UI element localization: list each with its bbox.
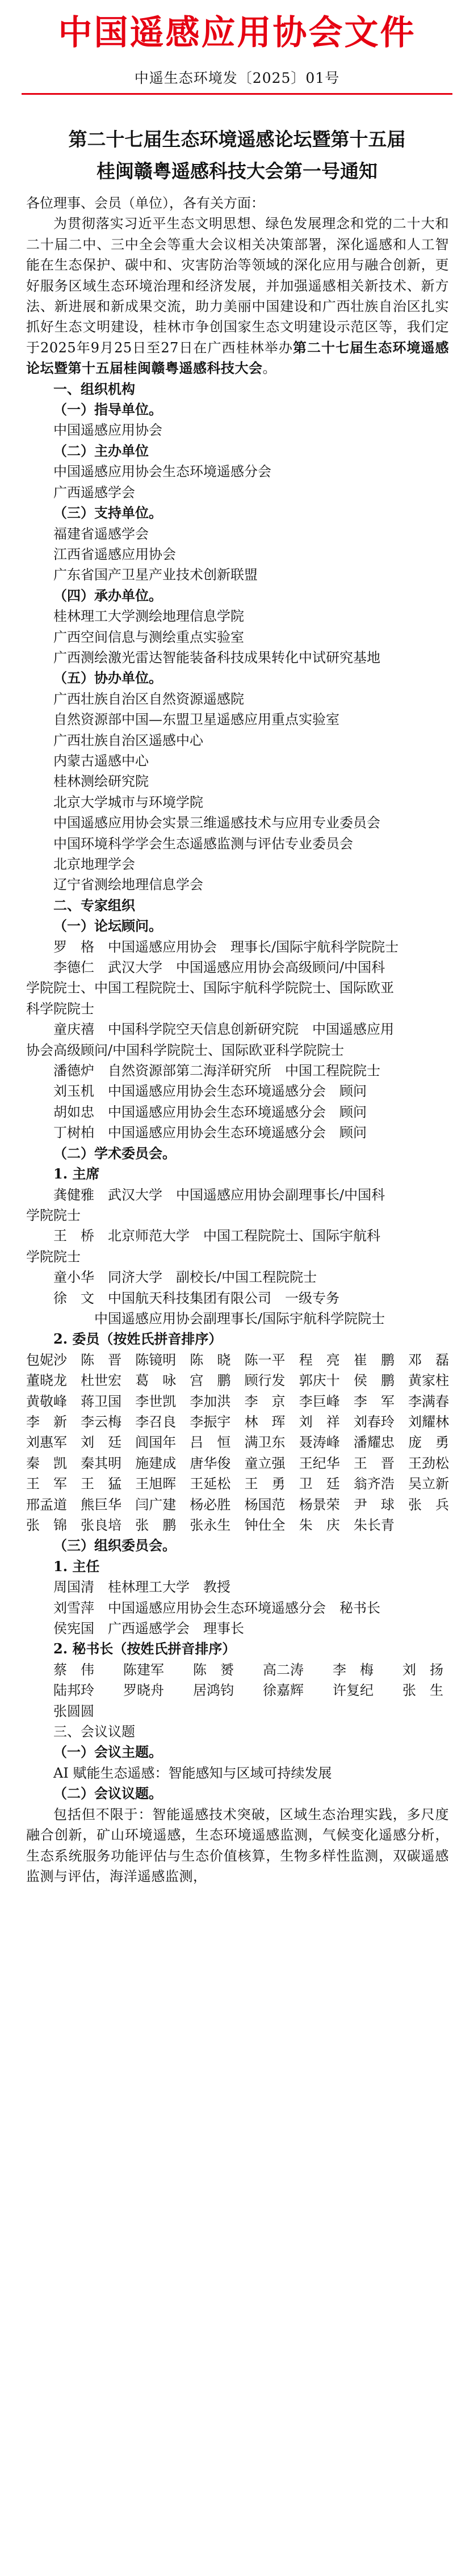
person-name: 葛 咏 [135,1373,177,1389]
person-name: 包妮沙 [26,1352,67,1368]
name-row [26,1350,449,1370]
section-heading: 三、会议议题 [53,1724,135,1740]
conference-name: 第二十七届生态环境遥感论坛暨第十五届桂闽赣粤遥感科技大会 [26,339,449,377]
person-name: 秦 凯 [26,1455,67,1471]
person-name: 蔡 伟 [53,1661,94,1678]
person-name: 陈 晋 [81,1352,122,1368]
person-name: 李 梅 [333,1661,374,1678]
person-entry: 罗 格 中国遥感应用协会 理事长/国际宇航科学院院士 [53,938,399,955]
person-name: 徐嘉辉 [263,1682,304,1699]
person-name: 李 京 [244,1393,286,1409]
person-name: 钟仕全 [244,1517,286,1533]
person-name: 潘耀忠 [353,1434,395,1451]
organization-item: 中国遥感应用协会实景三维遥感技术与应用专业委员会 [53,815,380,831]
person-name: 刘 廷 [81,1434,122,1451]
person-entry: 周国清 桂林理工大学 教授 [53,1579,230,1596]
notice-title-line-2: 桂闽赣粤遥感科技大会第一号通知 [97,160,377,182]
person-name: 翁齐浩 [353,1476,395,1492]
organization-item: 广西壮族自治区遥感中心 [53,732,203,748]
person-name: 朱长青 [353,1517,395,1533]
person-name: 王纪华 [299,1455,340,1471]
person-name: 陈建军 [123,1661,164,1678]
person-name [408,1515,449,1535]
person-name: 杨国范 [244,1496,286,1513]
person-name: 郭庆十 [299,1373,340,1389]
person-name: 施建成 [135,1455,177,1471]
person-name: 林 珲 [244,1413,286,1430]
person-name: 庞 勇 [408,1434,449,1451]
person-name: 熊巨华 [81,1496,122,1513]
person-entry-continued: 学院院士、中国工程院院士、国际宇航科学院院士、国际欧亚 [26,980,394,996]
advisor-list [26,937,449,1143]
organization-item: 自然资源部中国—东盟卫星遥感应用重点实验室 [53,712,339,728]
person-name: 陆邦玲 [53,1682,94,1699]
sponsor-list [26,420,449,440]
organization-item: 广西测绘激光雷达智能装备科技成果转化中试研究基地 [53,649,380,666]
person-name: 蒋卫国 [81,1393,122,1409]
issuer-title: 中国遥感应用协会文件 [58,13,416,53]
person-name: 李加洪 [190,1393,231,1409]
person-name: 王 军 [26,1476,67,1492]
organization-item: 江西省遥感应用协会 [53,546,176,562]
member-name-grid [26,1350,449,1536]
person-name: 杨景荣 [299,1496,340,1513]
organization-item: 辽宁省测绘地理信息学会 [53,877,203,893]
name-row [26,1453,449,1474]
person-name: 董晓龙 [26,1373,67,1389]
person-name: 崔 鹏 [353,1352,395,1368]
person-entry: 徐 文 中国航天科技集团有限公司 一级专务 [53,1290,339,1306]
red-divider-line [22,93,452,95]
person-name: 顾行发 [244,1373,286,1389]
person-name: 李召良 [135,1413,177,1430]
person-name: 刘惠军 [26,1434,67,1451]
person-name: 李 军 [353,1393,395,1409]
section-heading: 一、组织机构 [53,380,135,397]
person-name: 李世凯 [135,1393,177,1409]
person-name: 张 生 [402,1682,443,1699]
person-name: 吴立新 [408,1476,449,1492]
person-name: 满卫东 [244,1434,286,1451]
person-name: 刘 祥 [299,1413,340,1430]
subsection-heading: （五）协办单位。 [53,670,162,687]
person-name: 陈镜明 [135,1352,177,1368]
organization-item: 中国遥感应用协会生态环境遥感分会 [53,464,271,480]
person-name: 邢孟道 [26,1496,67,1513]
person-name: 王劲松 [408,1455,449,1471]
name-row [26,1701,449,1721]
person-entry: 刘玉机 中国遥感应用协会生态环境遥感分会 顾问 [53,1083,367,1100]
subsection-heading: （一）论坛顾问。 [53,917,162,935]
person-name: 李巨峰 [299,1393,340,1409]
person-name: 秦其明 [81,1455,122,1471]
person-name: 童立强 [244,1455,286,1471]
salutation: 各位理事、会员（单位），各有关方面： [26,195,265,211]
support-list [26,524,449,586]
subsection-heading: （一）指导单位。 [53,401,162,418]
name-row [26,1660,449,1680]
person-name: 李振宇 [190,1413,231,1430]
person-entry-continued: 中国遥感应用协会副理事长/国际宇航科学院院士 [26,1310,385,1327]
person-entry: 李德仁 武汉大学 中国遥感应用协会高级顾问/中国科 [53,959,385,976]
person-name: 卫 廷 [299,1476,340,1492]
person-name: 罗晓舟 [123,1682,164,1699]
person-name: 刘耀林 [408,1413,449,1430]
organization-item: 内蒙古遥感中心 [53,752,149,769]
person-name: 宫 鹏 [190,1373,231,1389]
person-name: 李云梅 [81,1413,122,1430]
person-name: 侯 鹏 [353,1373,395,1389]
name-row [26,1515,449,1535]
name-row [26,1391,449,1412]
person-entry: 童庆禧 中国科学院空天信息创新研究院 中国遥感应用 [53,1021,394,1038]
intro-paragraph [26,213,449,378]
subsection-heading: （一）会议主题。 [53,1744,162,1761]
host-list [26,461,449,503]
person-name: 闫广建 [135,1496,177,1513]
person-name: 张良培 [81,1517,122,1533]
organization-item: 桂林测绘研究院 [53,773,149,790]
person-name: 刘春玲 [353,1413,395,1430]
document-number: 中遥生态环境发〔2025〕01号 [134,70,340,86]
person-name: 张 锦 [26,1517,67,1533]
notice-title-line-1: 第二十七届生态环境遥感论坛暨第十五届 [68,128,406,150]
subsubsection-heading: 2. 秘书长（按姓氏拼音排序） [53,1640,236,1657]
organization-item: 中国环境科学学会生态遥感监测与评估专业委员会 [53,835,353,852]
person-name: 居鸿钧 [193,1682,234,1699]
person-entry: 龚健雅 武汉大学 中国遥感应用协会副理事长/中国科 [53,1186,385,1203]
organization-item: 北京地理学会 [53,856,135,872]
subsubsection-heading: 2. 委员（按姓氏拼音排序） [53,1331,223,1348]
organizer-list [26,606,449,668]
person-name: 尹 球 [353,1496,395,1513]
person-name: 王 猛 [81,1476,122,1492]
subsection-heading: （四）承办单位。 [53,587,162,604]
intro-text: 为贯彻落实习近平生态文明思想、绿色发展理念和党的二十大和二十届二中、三中全会等重大会议相关决策部署，深化遥感和人工智能在生态保护、碳中和、灾害防治等领域的深化应用与融合创新，更好服务区域生态环境治理和经济发展，并加强遥感相关新技术、新方法、新进展和新成果交流，助力美丽中国建设和广西壮族自治区扎实抓好生态文明建设，桂林市争创国家生态文明建设示范区等，我们定于2025年9月25日至27日在广西桂林举办 [26,216,449,356]
person-entry-continued: 科学院院士 [26,1000,94,1017]
name-row [26,1370,449,1391]
intro-tail: 。 [262,360,276,377]
person-name: 张 兵 [408,1496,449,1513]
person-entry: 童小华 同济大学 副校长/中国工程院院士 [53,1269,317,1286]
person-entry: 胡如忠 中国遥感应用协会生态环境遥感分会 顾问 [53,1104,367,1120]
organization-item: 广东省国产卫星产业技术创新联盟 [53,567,258,583]
subsubsection-heading: 1. 主任 [53,1558,100,1575]
organization-item: 北京大学城市与环境学院 [53,794,203,810]
name-row [26,1412,449,1432]
person-name: 李 新 [26,1413,67,1430]
conference-theme: AI 赋能生态遥感：智能感知与区域可持续发展 [53,1765,332,1781]
organization-item: 福建省遥感学会 [53,525,149,542]
person-name: 程 亮 [299,1352,340,1368]
person-name: 杨必胜 [190,1496,231,1513]
chair-list [26,1185,449,1329]
person-name: 陈一平 [244,1352,286,1368]
person-name: 王 勇 [244,1476,286,1492]
person-name: 黄家柱 [408,1373,449,1389]
subsection-heading: （三）支持单位。 [53,504,162,521]
person-name: 王 晋 [353,1455,395,1471]
person-name: 王延松 [190,1476,231,1492]
person-entry: 王 桥 北京师范大学 中国工程院院士、国际宇航科 [53,1228,380,1244]
notice-title [23,124,451,187]
subsection-heading: （二）学术委员会。 [53,1144,176,1161]
person-name: 张圆圆 [53,1703,94,1719]
person-name: 闾国年 [135,1434,177,1451]
name-row [26,1474,449,1494]
person-name: 许复纪 [333,1682,374,1699]
person-name: 吕 恒 [190,1434,231,1451]
name-row [26,1432,449,1453]
topics-paragraph: 包括但不限于：智能遥感技术突破，区域生态治理实践，多尺度融合创新，矿山环境遥感，生态环境遥感监测，气候变化遥感分析，生态系统服务功能评估与生态价值核算，生物多样性监测，双碳遥感监测与评估，海洋遥感监测， [26,1806,449,1884]
document-body [26,193,449,1887]
organization-item: 广西壮族自治区自然资源遥感院 [53,691,244,707]
person-name: 张永生 [190,1517,231,1533]
person-entry-continued: 学院院士 [26,1207,81,1223]
person-entry: 刘雪萍 中国遥感应用协会生态环境遥感分会 秘书长 [53,1600,380,1616]
office-chair-list [26,1577,449,1639]
subsection-heading: （二）主办单位 [53,442,149,459]
person-name: 陈 赟 [193,1661,234,1678]
person-name: 王旭晖 [135,1476,177,1492]
co-organizer-list [26,689,449,895]
subsection-heading: （二）会议议题。 [53,1785,162,1802]
person-name: 刘 扬 [402,1661,443,1678]
secretary-name-grid [26,1660,449,1721]
person-name: 陈 晓 [190,1352,231,1368]
organization-item: 桂林理工大学测绘地理信息学院 [53,608,244,625]
person-entry: 侯宪国 广西遥感学会 理事长 [53,1620,244,1637]
organization-item: 广西空间信息与测绘重点实验室 [53,629,244,645]
person-name: 张 鹏 [135,1517,177,1533]
organization-item: 中国遥感应用协会 [53,422,162,439]
person-name: 唐华俊 [190,1455,231,1471]
person-entry: 丁树柏 中国遥感应用协会生态环境遥感分会 顾问 [53,1125,367,1141]
person-name: 朱 庆 [299,1517,340,1533]
person-name: 聂涛峰 [299,1434,340,1451]
person-entry-continued: 学院院士 [26,1248,81,1265]
organization-item: 广西遥感学会 [53,484,135,500]
person-name: 邓 磊 [408,1352,449,1368]
person-entry-continued: 协会高级顾问/中国科学院院士、国际欧亚科学院院士 [26,1042,345,1058]
person-entry: 潘德炉 自然资源部第二海洋研究所 中国工程院院士 [53,1063,380,1079]
person-name: 杜世宏 [81,1373,122,1389]
person-name: 高二涛 [263,1661,304,1678]
subsection-heading: （三）组织委员会。 [53,1537,176,1554]
person-name: 黄敬峰 [26,1393,67,1409]
person-name: 李满春 [408,1393,449,1409]
section-heading: 二、专家组织 [53,896,135,914]
subsubsection-heading: 1. 主席 [53,1165,100,1182]
name-row [26,1495,449,1515]
name-row [26,1680,449,1701]
